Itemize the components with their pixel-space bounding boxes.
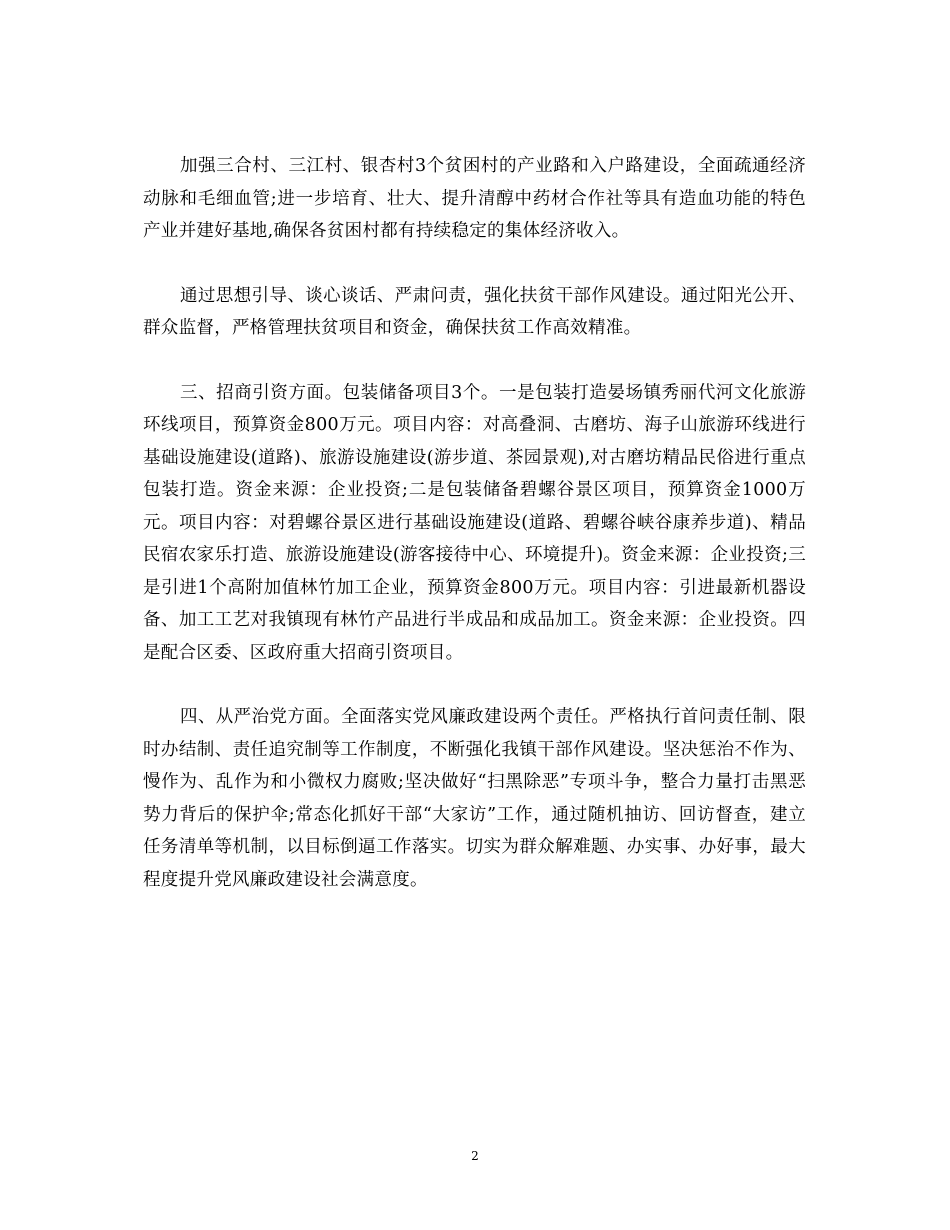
paragraph-investment-attraction: 三、招商引资方面。包装储备项目3个。一是包装打造晏场镇秀丽代河文化旅游环线项目，预算资金800万元。项目内容：对高叠洞、古磨坊、海子山旅游环线进行基础设施建设(道路)、旅游设施建设(游步道、茶园景观),对古磨坊精品民俗进行重点包装打造。资金来源：企业投资;二是包装储备碧螺谷景区项目，预算资金1000万元。项目内容：对碧螺谷景区进行基础设施建设(道路、碧螺谷峡谷康养步道)、精品民宿农家乐打造、旅游设施建设(游客接待中心、环境提升)。资金来源：企业投资;三是引进1个高附加值林竹加工企业，预算资金800万元。项目内容：引进最新机器设备、加工工艺对我镇现有林竹产品进行半成品和成品加工。资金来源：企业投资。四是配合区委、区政府重大招商引资项目。	[143, 382, 806, 663]
document-body	[143, 150, 806, 896]
page-number: 2	[471, 1149, 479, 1163]
paragraph-party-discipline: 四、从严治党方面。全面落实党风廉政建设两个责任。严格执行首问责任制、限时办结制、责任追究制等工作制度，不断强化我镇干部作风建设。坚决惩治不作为、慢作为、乱作为和小微权力腐败;坚决做好“扫黑除恶”专项斗争，整合力量打击黑恶势力背后的保护伞;常态化抓好干部“大家访”工作，通过随机抽访、回访督查，建立任务清单等机制，以目标倒逼工作落实。切实为群众解难题、办实事、办好事，最大程度提升党风廉政建设社会满意度。	[143, 707, 806, 890]
paragraph-poverty-cadre-style: 通过思想引导、谈心谈话、严肃问责，强化扶贫干部作风建设。通过阳光公开、群众监督，严格管理扶贫项目和资金，确保扶贫工作高效精准。	[143, 285, 806, 338]
paragraph-poverty-roads: 加强三合村、三江村、银杏村3个贫困村的产业路和入户路建设，全面疏通经济动脉和毛细血管;进一步培育、壮大、提升清醇中药材合作社等具有造血功能的特色产业并建好基地,确保各贫困村都有持续稳定的集体经济收入。	[143, 156, 806, 241]
